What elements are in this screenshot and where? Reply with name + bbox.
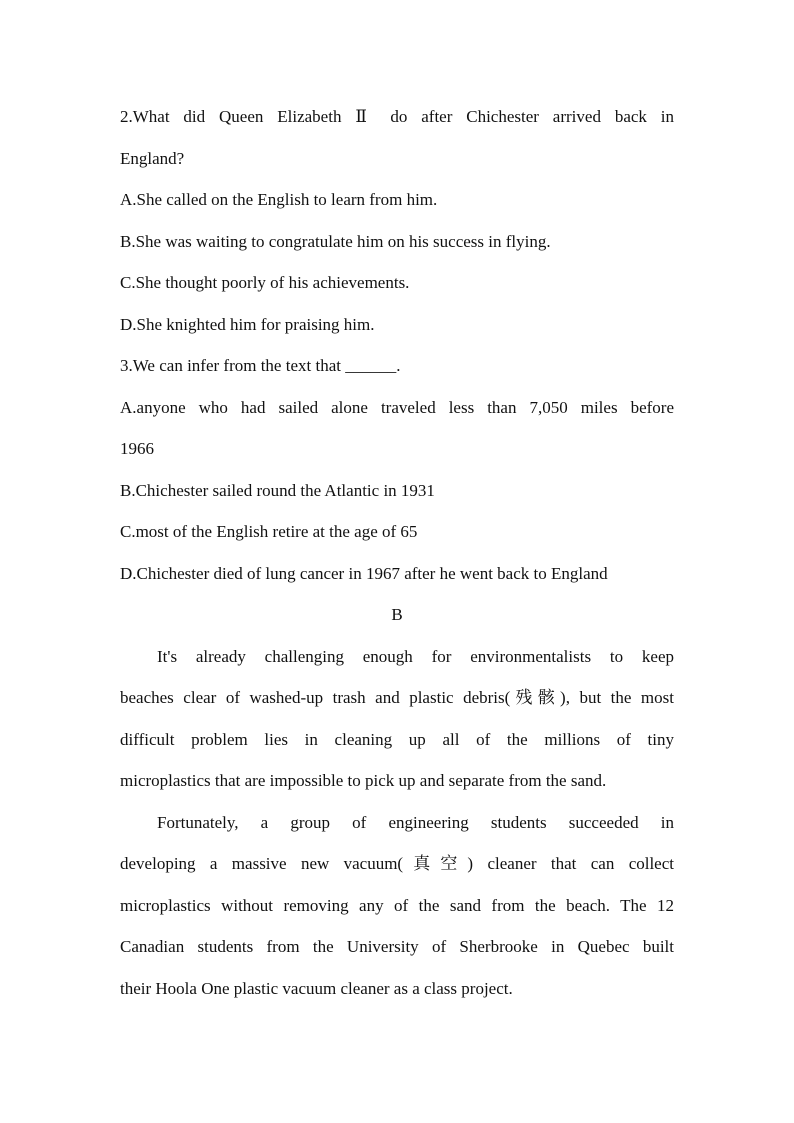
question-3-option-a-line2: 1966 — [120, 439, 154, 458]
question-3-option-d: D.Chichester died of lung cancer in 1967 after he went back to England — [120, 563, 608, 583]
question-3-stem: 3.We can infer from the text that ______. — [120, 356, 401, 375]
paragraph-2-line-1: Fortunately, a group of engineering students succeeded in — [157, 812, 674, 832]
question-3 — [120, 345, 674, 594]
question-2-option-a: A.She called on the English to learn from him. — [120, 190, 438, 209]
paragraph-1-line-1: It's already challenging enough for environmentalists to keep — [157, 646, 674, 666]
document-content — [120, 96, 674, 1009]
question-3-option-b: B.Chichester sailed round the Atlantic in 1931 — [120, 480, 435, 500]
paragraph-1-line-2: beaches clear of washed-up trash and plastic debris(残骸), but the most — [120, 688, 674, 707]
question-2-option-c: C.She thought poorly of his achievements. — [120, 273, 410, 292]
passage-paragraph-2 — [120, 802, 674, 1010]
question-2 — [120, 96, 674, 345]
section-heading: B — [391, 605, 403, 624]
passage-paragraph-1 — [120, 636, 674, 802]
question-2-stem-line1: 2.What did Queen Elizabeth Ⅱ do after Chichester arrived back in — [120, 107, 674, 126]
question-3-option-c: C.most of the English retire at the age of 65 — [120, 522, 418, 541]
question-2-stem-line2: England? — [120, 148, 185, 168]
paragraph-2-line-3: microplastics without removing any of the sand from the beach. The 12 — [120, 895, 674, 915]
paragraph-1-line-4: microplastics that are impossible to pick up and separate from the sand. — [120, 771, 607, 790]
paragraph-1-line-3: difficult problem lies in cleaning up all of the millions of tiny — [120, 729, 674, 749]
question-3-option-a-line1: A.anyone who had sailed alone traveled less than 7,050 miles before — [120, 397, 674, 417]
question-2-option-d: D.She knighted him for praising him. — [120, 314, 375, 334]
paragraph-2-line-4: Canadian students from the University of Sherbrooke in Quebec built — [120, 937, 674, 956]
paragraph-2-line-5: their Hoola One plastic vacuum cleaner as a class project. — [120, 978, 513, 998]
paragraph-2-line-2: developing a massive new vacuum(真空) cleaner that can collect — [120, 854, 674, 873]
question-2-option-b: B.She was waiting to congratulate him on his success in flying. — [120, 231, 551, 251]
